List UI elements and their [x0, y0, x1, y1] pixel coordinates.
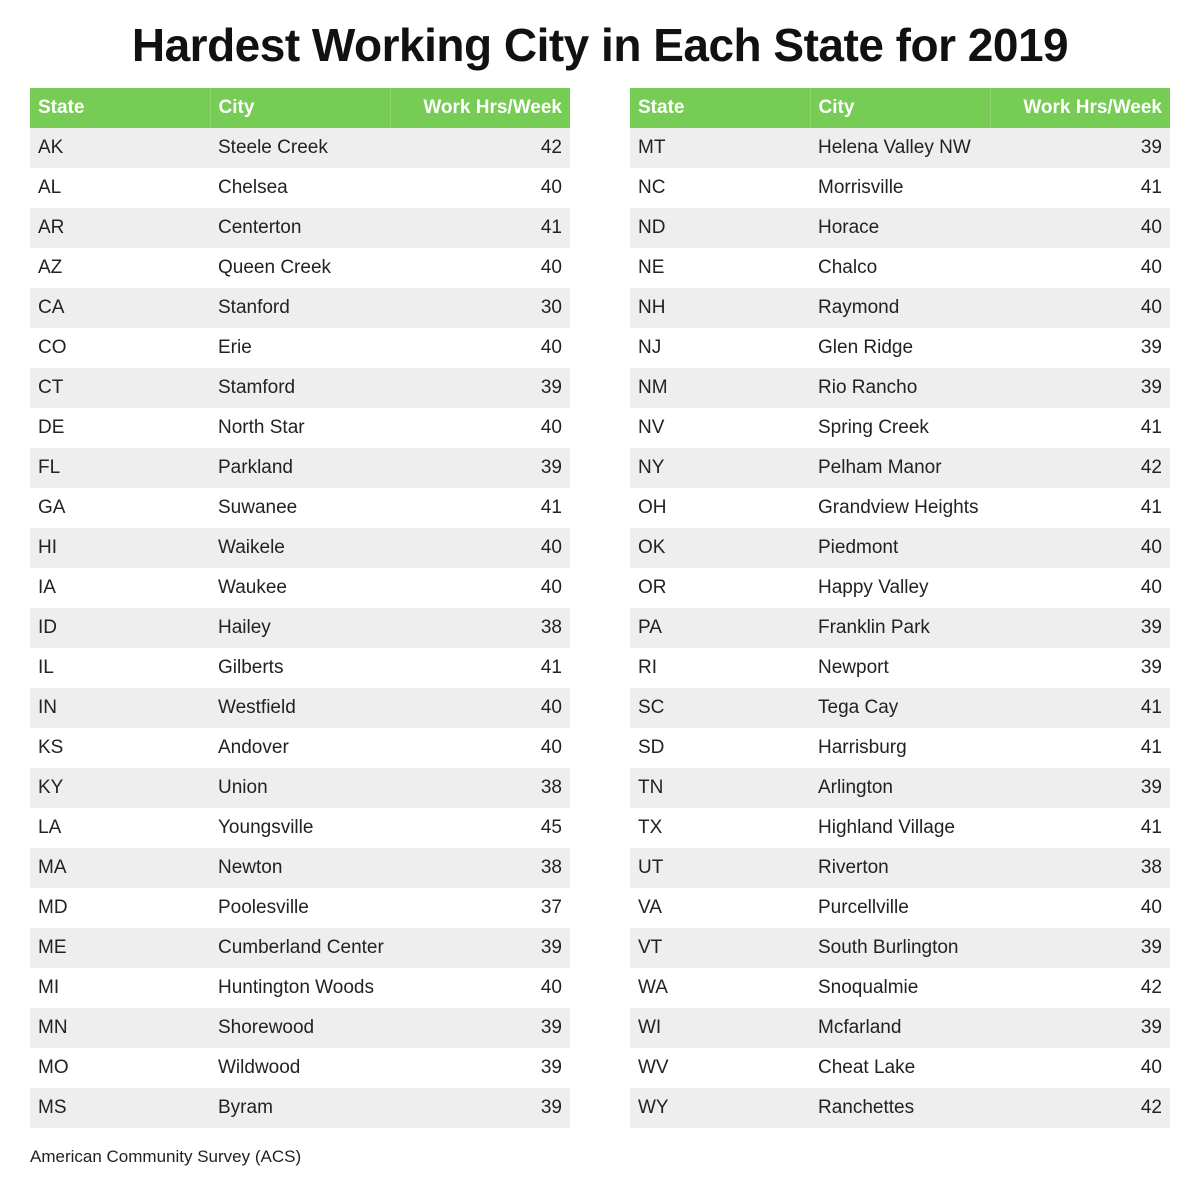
cell-city: Waikele	[218, 537, 285, 558]
cell-city: Ranchettes	[818, 1097, 915, 1118]
cell-hours: 41	[1140, 817, 1162, 838]
cell-city: Erie	[218, 337, 252, 358]
column-header-city: City	[810, 88, 990, 128]
table-row	[630, 648, 1170, 688]
cell-city: Newton	[218, 857, 283, 878]
table-row	[630, 1008, 1170, 1048]
cell-state: TN	[638, 777, 664, 798]
cell-city: Rio Rancho	[818, 377, 918, 398]
cell-city: Morrisville	[818, 177, 904, 198]
cell-state: WA	[638, 977, 668, 998]
cell-city: Suwanee	[218, 497, 298, 518]
table-row	[30, 848, 570, 888]
table-row	[30, 608, 570, 648]
cell-hours: 39	[540, 457, 562, 478]
cell-state: NV	[638, 417, 665, 438]
table-row	[30, 248, 570, 288]
table-row	[30, 288, 570, 328]
cell-city: Pelham Manor	[818, 457, 942, 478]
cell-state: NE	[638, 257, 665, 278]
table-row	[30, 208, 570, 248]
cell-hours: 45	[540, 817, 562, 838]
cell-state: AZ	[38, 257, 63, 278]
cell-state: AK	[38, 137, 64, 158]
cell-hours: 41	[1140, 737, 1162, 758]
column-header-state: State	[30, 88, 210, 128]
table-row	[30, 728, 570, 768]
table-row	[30, 888, 570, 928]
cell-city: Steele Creek	[218, 137, 328, 158]
table-row	[30, 528, 570, 568]
table-row	[630, 208, 1170, 248]
cell-hours: 41	[1140, 177, 1162, 198]
cell-city: Highland Village	[818, 817, 955, 838]
cell-hours: 40	[1140, 297, 1162, 318]
cell-state: RI	[638, 657, 657, 678]
cell-hours: 39	[1140, 377, 1162, 398]
cell-state: IL	[38, 657, 54, 678]
chart-title: Hardest Working City in Each State for 2019	[131, 19, 1069, 71]
cell-state: KY	[38, 777, 64, 798]
table-row	[30, 808, 570, 848]
cell-state: CO	[38, 337, 67, 358]
cell-hours: 41	[1140, 497, 1162, 518]
cell-city: Glen Ridge	[818, 337, 914, 358]
cell-city: Hailey	[218, 617, 271, 638]
cell-city: Parkland	[218, 457, 293, 478]
cell-hours: 41	[540, 657, 562, 678]
cell-city: Youngsville	[218, 817, 314, 838]
cell-state: OR	[638, 577, 667, 598]
table-row	[630, 728, 1170, 768]
cell-city: Westfield	[218, 697, 296, 718]
table-row	[30, 968, 570, 1008]
cell-city: Piedmont	[818, 537, 899, 558]
source-note: American Community Survey (ACS)	[30, 1147, 302, 1166]
cell-state: UT	[638, 857, 664, 878]
cell-city: Shorewood	[218, 1017, 315, 1038]
cell-state: MS	[38, 1097, 67, 1118]
cell-state: KS	[38, 737, 64, 758]
cell-state: NH	[638, 297, 666, 318]
table-row	[30, 1088, 570, 1128]
cell-hours: 40	[540, 537, 562, 558]
cell-state: SD	[638, 737, 665, 758]
cell-city: Poolesville	[218, 897, 309, 918]
cell-state: MA	[38, 857, 67, 878]
cell-hours: 41	[1140, 697, 1162, 718]
cell-city: Grandview Heights	[818, 497, 979, 518]
cell-city: Spring Creek	[818, 417, 929, 438]
table-row	[30, 368, 570, 408]
cell-state: ID	[38, 617, 57, 638]
cell-hours: 39	[1140, 1017, 1162, 1038]
table-row	[630, 608, 1170, 648]
cell-state: WV	[638, 1057, 669, 1078]
cell-hours: 40	[540, 257, 562, 278]
cell-hours: 40	[540, 577, 562, 598]
cell-state: NJ	[638, 337, 662, 358]
cell-state: VT	[638, 937, 663, 958]
cell-state: AL	[38, 177, 62, 198]
table-row	[630, 488, 1170, 528]
cell-city: Horace	[818, 217, 880, 238]
cell-city: Mcfarland	[818, 1017, 902, 1038]
cell-hours: 42	[1140, 977, 1162, 998]
cell-hours: 40	[1140, 537, 1162, 558]
cell-hours: 40	[1140, 577, 1162, 598]
table-row	[30, 328, 570, 368]
table-row	[630, 1048, 1170, 1088]
cell-state: IA	[38, 577, 56, 598]
cell-hours: 38	[540, 857, 562, 878]
cell-city: Byram	[218, 1097, 273, 1118]
cell-state: LA	[38, 817, 62, 838]
column-header-state: State	[630, 88, 810, 128]
table-row	[30, 688, 570, 728]
cell-city: Stamford	[218, 377, 296, 398]
table-row	[630, 448, 1170, 488]
cell-city: Arlington	[818, 777, 893, 798]
cell-state: HI	[38, 537, 57, 558]
table-row	[30, 1008, 570, 1048]
cell-city: Happy Valley	[818, 577, 929, 598]
cell-state: ND	[638, 217, 666, 238]
table-row	[630, 888, 1170, 928]
cell-city: Purcellville	[818, 897, 909, 918]
cell-city: Union	[218, 777, 268, 798]
cell-hours: 39	[1140, 937, 1162, 958]
cell-hours: 42	[540, 137, 562, 158]
table-row	[630, 848, 1170, 888]
cell-city: Newport	[818, 657, 889, 678]
table-row	[630, 808, 1170, 848]
cell-hours: 39	[540, 1057, 562, 1078]
column-header-city: City	[210, 88, 390, 128]
cell-state: AR	[38, 217, 65, 238]
cell-hours: 40	[540, 177, 562, 198]
cell-state: NY	[638, 457, 665, 478]
cell-state: PA	[638, 617, 662, 638]
cell-city: Centerton	[218, 217, 302, 238]
table-row	[30, 648, 570, 688]
cell-hours: 40	[540, 697, 562, 718]
cell-city: Harrisburg	[818, 737, 907, 758]
table-row	[630, 288, 1170, 328]
cell-city: Cheat Lake	[818, 1057, 916, 1078]
cell-state: MN	[38, 1017, 68, 1038]
cell-state: MD	[38, 897, 68, 918]
cell-state: FL	[38, 457, 61, 478]
table-row	[630, 968, 1170, 1008]
cell-hours: 38	[540, 777, 562, 798]
column-header-hours: Work Hrs/Week	[423, 97, 562, 118]
table-row	[630, 168, 1170, 208]
cell-hours: 39	[1140, 617, 1162, 638]
cell-state: VA	[638, 897, 662, 918]
table-row	[30, 128, 570, 168]
cell-hours: 39	[1140, 337, 1162, 358]
cell-city: North Star	[218, 417, 305, 438]
cell-hours: 40	[1140, 897, 1162, 918]
cell-hours: 40	[1140, 257, 1162, 278]
cell-hours: 41	[540, 497, 562, 518]
cell-hours: 40	[1140, 217, 1162, 238]
table-row	[630, 408, 1170, 448]
cell-city: Queen Creek	[218, 257, 332, 278]
cell-hours: 41	[540, 217, 562, 238]
cell-city: Helena Valley NW	[818, 137, 971, 158]
cell-city: South Burlington	[818, 937, 959, 958]
cell-hours: 40	[540, 337, 562, 358]
table-row	[30, 168, 570, 208]
cell-hours: 40	[1140, 1057, 1162, 1078]
cell-hours: 38	[540, 617, 562, 638]
cell-hours: 41	[1140, 417, 1162, 438]
table-row	[30, 488, 570, 528]
table-left	[30, 88, 570, 1128]
cell-hours: 39	[540, 377, 562, 398]
table-row	[630, 688, 1170, 728]
cell-hours: 40	[540, 737, 562, 758]
cell-city: Cumberland Center	[218, 937, 384, 958]
cell-state: CA	[38, 297, 65, 318]
table-row	[630, 1088, 1170, 1128]
cell-state: OH	[638, 497, 667, 518]
cell-city: Chalco	[818, 257, 878, 278]
cell-city: Franklin Park	[818, 617, 930, 638]
cell-city: Tega Cay	[818, 697, 899, 718]
table-row	[630, 928, 1170, 968]
cell-city: Chelsea	[218, 177, 288, 198]
cell-state: CT	[38, 377, 64, 398]
table-header-row	[30, 88, 570, 128]
table-row	[30, 448, 570, 488]
cell-hours: 39	[1140, 777, 1162, 798]
table-body-left	[30, 128, 570, 1128]
table-row	[30, 568, 570, 608]
cell-city: Riverton	[818, 857, 889, 878]
cell-city: Snoqualmie	[818, 977, 919, 998]
cell-hours: 39	[540, 1097, 562, 1118]
cell-city: Stanford	[218, 297, 290, 318]
cell-state: NM	[638, 377, 668, 398]
table-row	[630, 528, 1170, 568]
cell-hours: 39	[540, 937, 562, 958]
table-row	[30, 1048, 570, 1088]
cell-state: MO	[38, 1057, 69, 1078]
table-row	[30, 408, 570, 448]
cell-hours: 30	[540, 297, 562, 318]
cell-state: ME	[38, 937, 67, 958]
table-row	[630, 768, 1170, 808]
table-row	[30, 928, 570, 968]
cell-city: Gilberts	[218, 657, 284, 678]
column-header-hours: Work Hrs/Week	[1023, 97, 1162, 118]
cell-state: SC	[638, 697, 665, 718]
cell-hours: 39	[1140, 657, 1162, 678]
cell-city: Wildwood	[218, 1057, 301, 1078]
cell-state: MT	[638, 137, 666, 158]
cell-state: MI	[38, 977, 60, 998]
cell-hours: 40	[540, 977, 562, 998]
cell-hours: 40	[540, 417, 562, 438]
table-row	[630, 568, 1170, 608]
cell-hours: 39	[1140, 137, 1162, 158]
table-row	[630, 328, 1170, 368]
table-row	[630, 128, 1170, 168]
cell-city: Raymond	[818, 297, 900, 318]
cell-state: GA	[38, 497, 66, 518]
cell-hours: 42	[1140, 1097, 1162, 1118]
cell-hours: 37	[540, 897, 562, 918]
cell-hours: 42	[1140, 457, 1162, 478]
table-row	[630, 248, 1170, 288]
cell-hours: 38	[1140, 857, 1162, 878]
table-row	[30, 768, 570, 808]
table-row	[630, 368, 1170, 408]
cell-state: DE	[38, 417, 65, 438]
cell-hours: 39	[540, 1017, 562, 1038]
table-header-row	[630, 88, 1170, 128]
cell-state: TX	[638, 817, 663, 838]
cell-state: IN	[38, 697, 57, 718]
cell-city: Huntington Woods	[218, 977, 374, 998]
cell-state: WY	[638, 1097, 669, 1118]
table-right	[630, 88, 1170, 1128]
cell-state: NC	[638, 177, 666, 198]
cell-city: Andover	[218, 737, 289, 758]
cell-state: WI	[638, 1017, 662, 1038]
table-body-right	[630, 128, 1170, 1128]
cell-state: OK	[638, 537, 666, 558]
cell-city: Waukee	[218, 577, 287, 598]
